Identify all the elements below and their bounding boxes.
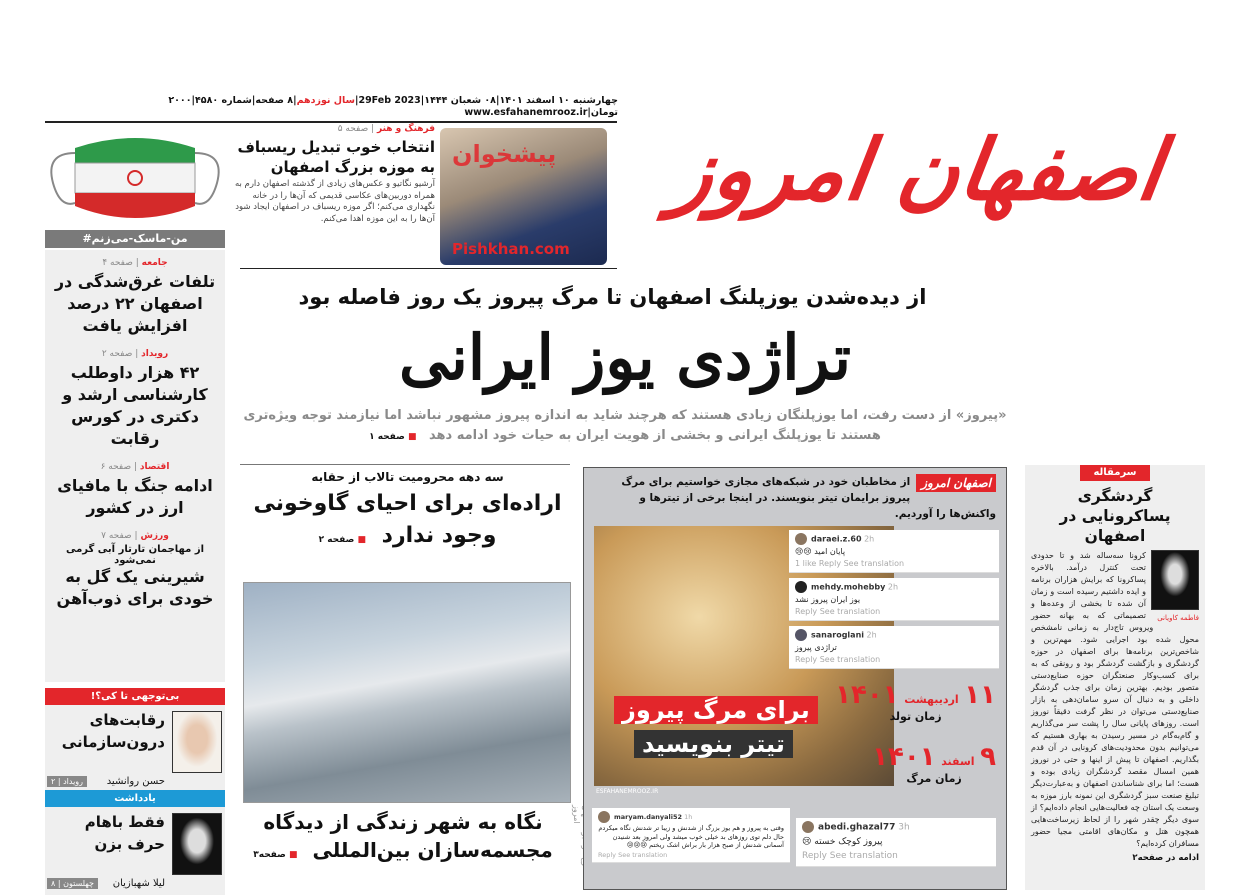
author-photo: [172, 711, 222, 773]
sculpture-story-title[interactable]: نگاه به شهر زندگی از دیدگاه مجسمه‌سازان بین‌المللی ■ صفحه۳: [240, 808, 566, 869]
page-ref: ■ صفحه۳: [253, 850, 297, 860]
left-news-column: [45, 250, 225, 682]
author-name: فاطمه کاویانی: [1157, 614, 1199, 622]
author-photo: [1151, 550, 1199, 610]
wetland-photo: [243, 582, 571, 803]
editorial-body: فاطمه کاویانی کرونا سه‌ساله شد و تا حدودی تحت کنترل درآمد. بالاخره پساکرونا که برایش هزاران برنامه و ایده داشتیم رسیده است و زمان آن شده تا بخشی از وعده‌ها و تصمیماتی که به بهانه حضور ویروس تاج‌دار به زمانی نامشخص محول شده بود اجرایی شود. مهم‌ترین و شاخص‌ترین برنامه‌ها برای اصفهان در حوزه گردشگری و بازگشت گردشگر بود و رونقی که به برای کسب‌وکار صنعتگران حوزه صنایع‌دستی متصور بودیم. بهترین زمان برای جذب گردشگر داخلی و به دنبال آن سرو سامان‌دهی به بازار صنایع‌دستی می‌توان در نظر گرفت دقیقاً نوروز است. روزهای پایانی سال را پشت سر می‌گذاریم و گام‌به‌گام در مسیر رسیدن به بهاری هستیم که می‌توانیم بدون محدودیت‌های کرونایی در آن قدم بگذاریم. اصفهان تا پیش از اینها و حتی در نوروز همین امسال مقصد گردشگران زیادی بوده و هست؛ اما برای شناساندن اصفهان و به‌عبارت‌دیگر تبلیغ صنعت سبز گردشگری این نمونه بارز موزه به وسعت یک استان چه فعالیت‌هایی انجام داده‌ایم؟ از سوی دیگر چقدر شهر را از لحاظ زیرساخت‌هایی همچون هتل و مکان‌های اقامتی مجیا حضور مسافران کرده‌ایم؟: [1031, 551, 1199, 848]
death-date: ۹ اسفند ۱۴۰۱ زمان مرگ: [872, 742, 996, 785]
mini-logo: اصفهان امروز: [916, 474, 996, 492]
birth-date: ۱۱ اردیبهشت ۱۴۰۱ زمان تولد: [835, 680, 996, 723]
cheetah-infographic: اصفهان امروز از مخاطبان خود در شبکه‌های مجازی خواستیم برای مرگ پیروز برایمان تیتر بنویسند. در اینجا برخی از تیترها و واکنش‌ها را آوردیم. daraei.z.60 2h پایان امید 😢😢 1 like Reply See translation mehdy.mohebby 2h یوز ایران پیروز نشد Reply See translation sanaroglani 2h تراژدی پیروز Reply See translation برای مرگ پیروز تیتر بنویسید ESFAHANEMROOZ.IR ۱۱ اردیبهشت ۱۴۰۱ زمان تولد ۹ اسفند ۱۴۰۱ زمان مرگ maryam.danyali52 1h وقتی به پیروز و هم یوز بزرگ از شدنش و زیبا تر شدنش نگاه میکردم حال دلم توی روزهای بد خیلی خوب میشد ولی امروز بعد شنیدن آسمانی شدنش از صبح هزار بار براش اشک ریختم 😢😢😢 Reply See translation abedi.ghazal77 3h پیروز کوچک خسته 😢 Reply See translation: [583, 467, 1007, 890]
opinion-box[interactable]: یادداشت فقط باهام حرف بزن لیلا شهبازیان چهلستون | ۸: [45, 790, 225, 895]
page-ref: ■ صفحه ۲: [319, 535, 366, 545]
infographic-dark-title: تیتر بنویسید: [634, 730, 793, 758]
news-item[interactable]: رویداد | صفحه ۲ ۴۲ هزار داوطلب کارشناسی ارشد و دکتری در کورس رقابت: [62, 349, 208, 448]
comment: daraei.z.60 2h پایان امید 😢😢 1 like Reply See translation: [789, 530, 999, 573]
editorial-column: [1025, 465, 1205, 890]
watermark-text: Pishkhan.com: [452, 240, 570, 258]
divider: [45, 121, 617, 123]
divider: [240, 268, 617, 269]
editorial-title[interactable]: گردشگری پساکرونایی در اصفهان: [1059, 487, 1171, 545]
headline-lead: «پیروز» از دست رفت، اما یوزپلنگان زیادی هستند که هرچند شاید به اندازه پیروز مشهور نباشد اما نیازمند توجه ویژه‌تری هستند تا یوزپلنگ ایرانی و بخشی از هویت ایران به حیات خود ادامه دهد ■ صفحه ۱: [240, 406, 1010, 447]
author-photo: [172, 813, 222, 875]
comment: maryam.danyali52 1h وقتی به پیروز و هم یوز بزرگ از شدنش و زیبا تر شدنش نگاه میکردم حال دلم توی روزهای بد خیلی خوب میشد ولی امروز بعد شنیدن آسمانی شدنش از صبح هزار بار براش اشک ریختم 😢😢😢 Reply See translation: [592, 808, 790, 863]
continue-link[interactable]: ادامه در صفحه۲: [1132, 853, 1199, 863]
main-headline[interactable]: تراژدی یوز ایرانی: [398, 321, 851, 394]
site-mark: ESFAHANEMROOZ.IR: [596, 788, 659, 795]
watermark-logo: پیشخوان: [452, 140, 557, 168]
opinion-box[interactable]: بی‌توجهی تا کی؟! رقابت‌های درون‌سازمانی حسن روانشید رویداد | ۲: [45, 688, 225, 793]
culture-title: انتخاب خوب تبدیل ریسباف به موزه بزرگ اصفهان: [237, 138, 435, 176]
mask-illustration-icon: [45, 128, 225, 230]
culture-story[interactable]: فرهنگ و هنر | صفحه ۵ انتخاب خوب تبدیل ریسباف به موزه بزرگ اصفهان آرشیو نگاتیو و عکس‌های زیادی از گذشته اصفهان دارم به همراه دوربین‌های عکاسی قدیمی که آن‌ها را در خانه نگهداری می‌کنم؛ اگر موزه ریسباف در اصفهان ایجاد شود آن‌ها را به این موزه اهدا می‌کنم.: [232, 124, 435, 225]
news-item[interactable]: ورزش | صفحه ۷ از مهاجمان تارتار آبی گرمی نمی‌شود شیرینی یک گل به خودی برای ذوب‌آهن: [56, 531, 214, 608]
infographic-red-title: برای مرگ پیروز: [614, 696, 818, 724]
comment: mehdy.mohebby 2h یوز ایران پیروز نشد Reply See translation: [789, 578, 999, 621]
gavkhuni-story[interactable]: سه دهه محرومیت تالاب از حقابه اراده‌ای برای احیای گاوخونی وجود ندارد ■ صفحه ۲: [240, 470, 575, 556]
culture-body: آرشیو نگاتیو و عکس‌های زیادی از گذشته اصفهان دارم به همراه دوربین‌های عکاسی قدیمی که آن‌ها را در خانه نگهداری می‌کنم؛ اگر موزه ریسباف در اصفهان ایجاد شود آن‌ها را به این موزه اهدا می‌کنم.: [234, 179, 435, 224]
editorial-tag: سرمقاله: [1080, 465, 1150, 481]
mask-hashtag: #من-ماسک-می‌زنم: [45, 230, 225, 248]
comment: abedi.ghazal77 3h پیروز کوچک خسته 😢 Reply See translation: [796, 818, 996, 867]
news-item[interactable]: اقتصاد | صفحه ۶ ادامه جنگ با مافیای ارز در کشور: [57, 462, 213, 517]
website-link[interactable]: www.esfahanemrooz.ir: [464, 107, 588, 118]
issue-info-line: چهارشنبه ۱۰ اسفند ۱۴۰۱|۰۸ شعبان ۱۴۴۴|29Feb 2023|سال نوزدهم|۸ صفحه|شماره ۴۵۸۰|۲۰۰۰ تومان|www.esfahanemrooz.ir: [168, 95, 618, 118]
divider: [240, 464, 570, 465]
comment: sanaroglani 2h تراژدی پیروز Reply See translation: [789, 626, 999, 669]
headline-supertitle: از دیده‌شدن یوزپلنگ اصفهان تا مرگ پیروز یک روز فاصله بود: [298, 285, 927, 309]
news-item[interactable]: جامعه | صفحه ۴ تلفات غرق‌شدگی در اصفهان ۲۲ درصد افزایش یافت: [54, 258, 216, 335]
masthead-logo: اصفهان امروز: [666, 120, 1169, 219]
page-ref: ■ صفحه ۱: [369, 432, 416, 442]
photo-credit: امروز: [572, 805, 581, 824]
